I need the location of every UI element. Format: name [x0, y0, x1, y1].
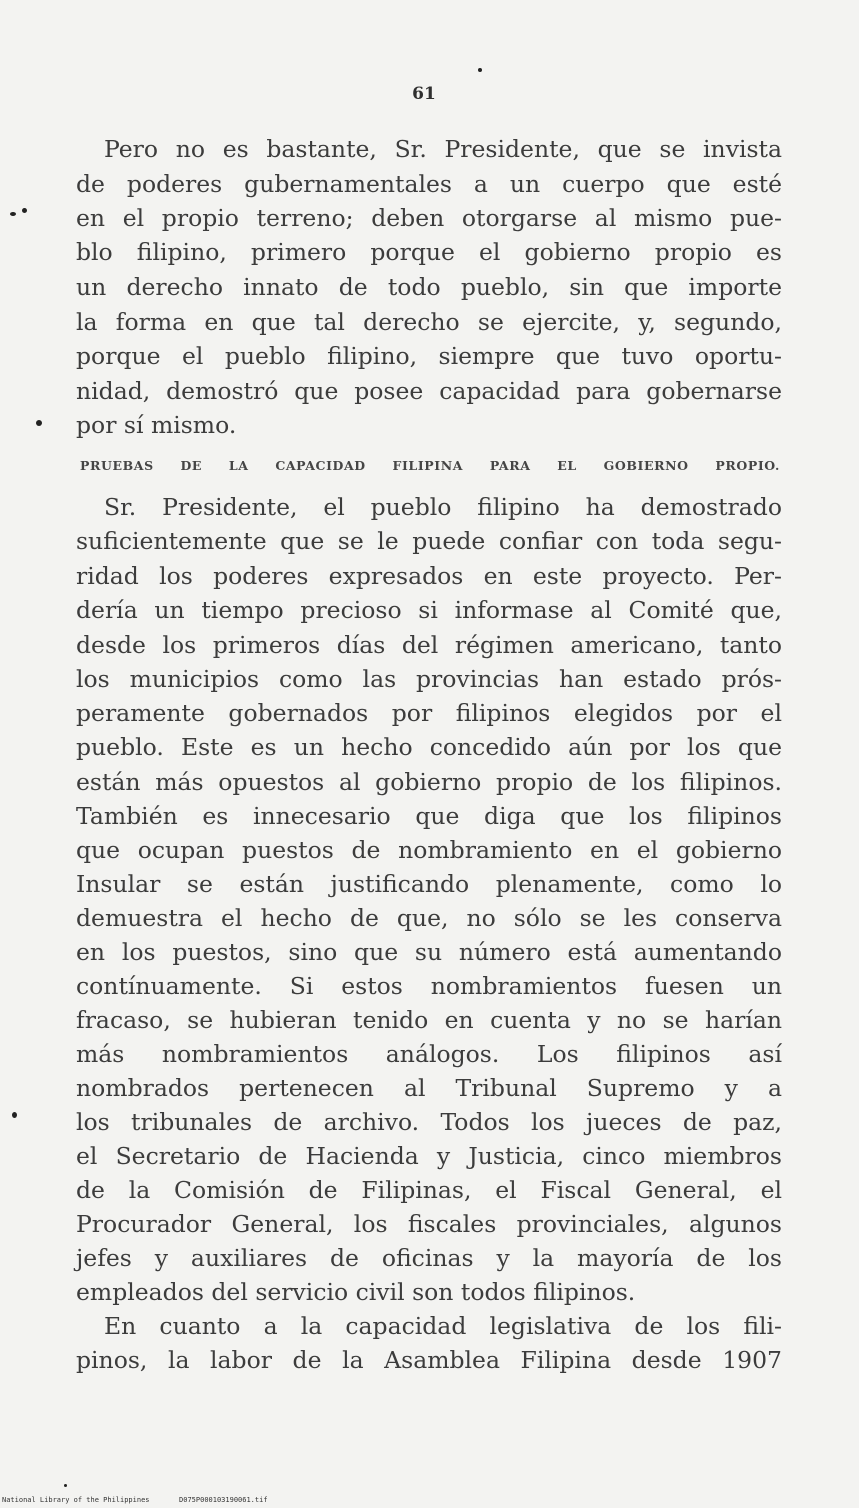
text-line: el Secretario de Hacienda y Justicia, cinco miembros	[76, 1142, 782, 1170]
text-line: peramente gobernados por filipinos elegidos por el	[76, 699, 782, 727]
text-line: empleados del servicio civil son todos filipinos.	[76, 1278, 636, 1306]
text-line: los municipios como las provincias han estado prós-	[76, 665, 782, 693]
scan-speck	[10, 212, 16, 216]
text-line: fracaso, se hubieran tenido en cuenta y no se harían	[76, 1006, 782, 1034]
text-line: Sr. Presidente, el pueblo filipino ha demostrado	[104, 493, 782, 521]
text-line: pueblo. Este es un hecho concedido aún por los que	[76, 733, 782, 761]
footer-source: National Library of the Philippines	[2, 1496, 150, 1504]
text-line: de poderes gubernamentales a un cuerpo que esté	[76, 170, 782, 198]
text-line: dería un tiempo precioso si informase al Comité que,	[76, 596, 782, 624]
scan-speck	[22, 208, 27, 213]
text-line: porque el pueblo filipino, siempre que tuvo oportu-	[76, 342, 782, 370]
text-line: los tribunales de archivo. Todos los jueces de paz,	[76, 1108, 782, 1136]
text-line: en los puestos, sino que su número está aumentando	[76, 938, 782, 966]
text-line: jefes y auxiliares de oficinas y la mayoría de los	[76, 1244, 782, 1272]
text-line: nombrados pertenecen al Tribunal Supremo y a	[76, 1074, 782, 1102]
text-line: Pero no es bastante, Sr. Presidente, que se invista	[104, 135, 782, 163]
scan-speck	[12, 1112, 17, 1118]
text-line: en el propio terreno; deben otorgarse al mismo pue-	[76, 204, 782, 232]
text-line: más nombramientos análogos. Los filipinos así	[76, 1040, 782, 1068]
text-line: ridad los poderes expresados en este proyecto. Per-	[76, 562, 782, 590]
text-line: contínuamente. Si estos nombramientos fuesen un	[76, 972, 782, 1000]
text-line: demuestra el hecho de que, no sólo se les conserva	[76, 904, 782, 932]
scan-speck	[478, 68, 482, 72]
text-line: También es innecesario que diga que los filipinos	[76, 802, 782, 830]
text-line: la forma en que tal derecho se ejercite, y, segundo,	[76, 308, 782, 336]
text-line: Insular se están justificando plenamente, como lo	[76, 870, 782, 898]
scan-speck	[36, 420, 42, 426]
page-number: 61	[412, 84, 436, 104]
text-line: de la Comisión de Filipinas, el Fiscal General, el	[76, 1176, 782, 1204]
text-line: desde los primeros días del régimen americano, tanto	[76, 631, 782, 659]
text-line: Procurador General, los fiscales provinciales, algunos	[76, 1210, 782, 1238]
text-line: están más opuestos al gobierno propio de los filipinos.	[76, 768, 782, 796]
scan-footer	[2, 1496, 268, 1504]
text-line: que ocupan puestos de nombramiento en el gobierno	[76, 836, 782, 864]
text-line: un derecho innato de todo pueblo, sin que importe	[76, 273, 782, 301]
footer-file: D075P000103190061.tif	[179, 1496, 268, 1504]
text-line: En cuanto a la capacidad legislativa de los fili-	[104, 1312, 782, 1340]
text-line: pinos, la labor de la Asamblea Filipina desde 1907	[76, 1346, 782, 1374]
scan-speck	[64, 1484, 67, 1487]
text-line: nidad, demostró que posee capacidad para gobernarse	[76, 377, 782, 405]
section-heading: PRUEBAS DE LA CAPACIDAD FILIPINA PARA EL GOBIERNO PROPIO.	[80, 458, 780, 473]
text-line: suficientemente que se le puede confiar con toda segu-	[76, 527, 782, 555]
text-line: por sí mismo.	[76, 411, 237, 439]
text-line: blo filipino, primero porque el gobierno propio es	[76, 238, 782, 266]
